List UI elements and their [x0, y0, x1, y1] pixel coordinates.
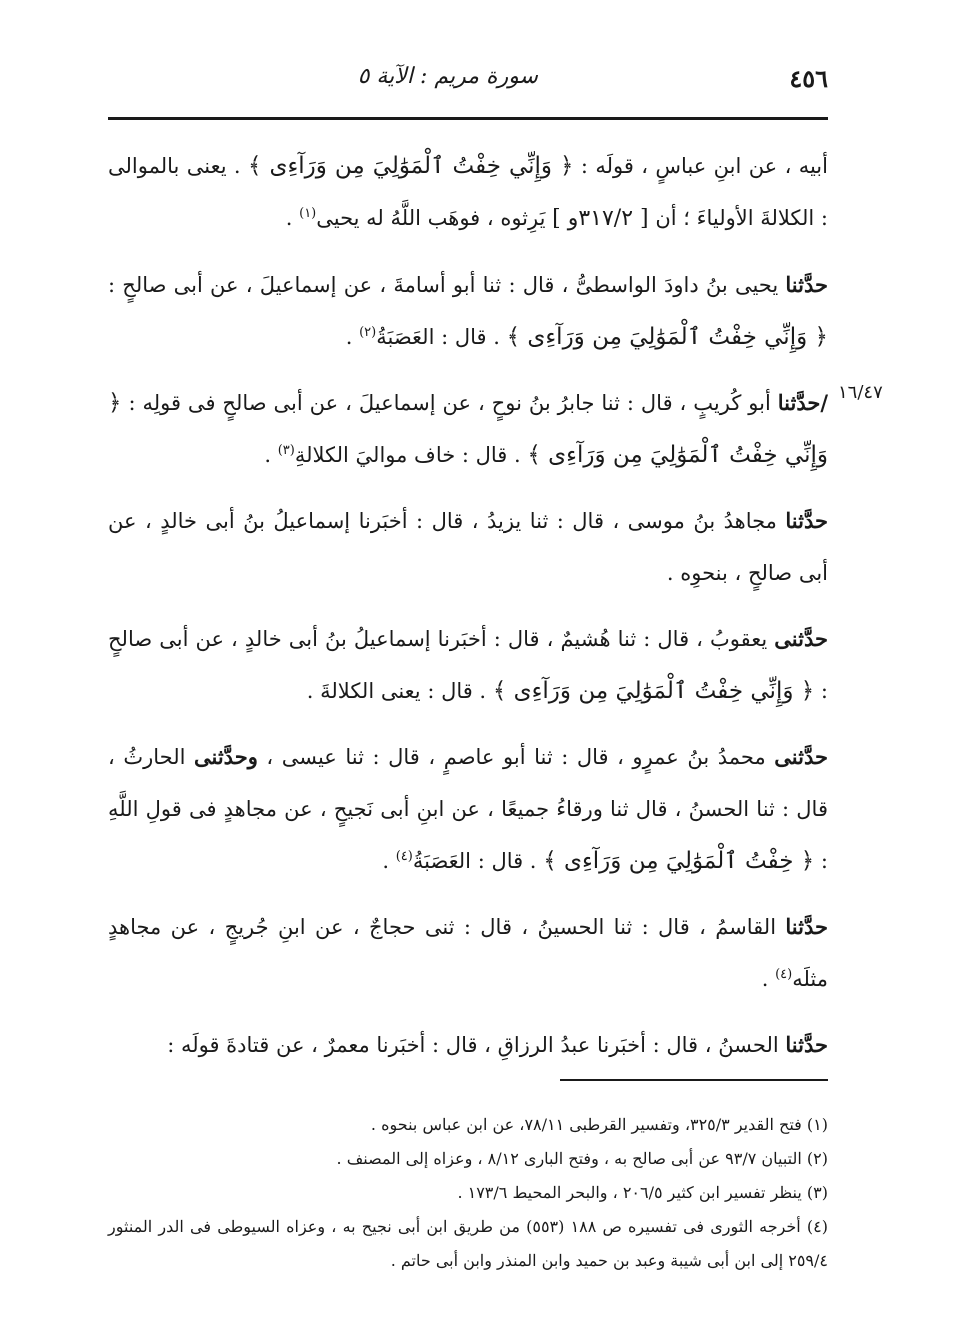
narration-lead: حدَّثنا — [785, 508, 828, 533]
narration-lead: وحدَّثنى — [194, 744, 258, 769]
paragraph-4 — [108, 495, 828, 599]
narration-lead: حدَّثنى — [774, 744, 828, 769]
text: . — [345, 325, 360, 349]
text: . قال : يعنى الكلالةَ . — [306, 679, 487, 703]
text: . — [285, 206, 300, 230]
manuscript-reference: [ ٣١٧/٢و ] — [552, 206, 649, 231]
text: أبيه ، عن ابنِ عباسٍ ، قولَه : — [580, 154, 828, 178]
paragraph-6 — [108, 731, 828, 887]
footnote-divider — [560, 1079, 828, 1081]
footnote-2: (٢) التبيان ٩٣/٧ عن أبى صالح به ، وفتح البارى ٨/١٢ ، وعزاه إلى المصنف . — [336, 1149, 828, 1168]
text: الحارثُ ، قال : ثنا الحسنُ ، قال ثنا ورقاءُ جميعًا ، عن ابنِ أبى نَجيحٍ ، عن مجاهدٍ فى قولِ اللَّهِ : — [108, 745, 828, 873]
header-divider — [108, 117, 828, 120]
narration-lead: /حدَّثنا — [777, 390, 829, 415]
page-header — [108, 58, 828, 108]
text: مجاهدُ بنُ موسى ، قال : ثنا يزيدُ ، قال : أخبَرنا إسماعيلُ بنُ أبى خالدٍ ، عن أبى صالحٍ ، بنحوِه . — [108, 509, 828, 585]
quran-verse: ﴿ وَإِنِّي خِفْتُ ٱلْمَوَٰلِيَ مِن وَرَآءِى ﴾ — [492, 678, 815, 704]
text: . قال : العَصَبَةُ — [376, 325, 500, 349]
text: . قال : خاف مواليَ الكلالةِ — [294, 443, 521, 467]
text: . قال : العَصَبَةُ — [412, 849, 537, 873]
footnote-4: (٤) أخرجه الثورى فى تفسيره ص ١٨٨ (٥٥٣) من طريق ابن أبى نجيح به ، وعزاه السيوطى فى الدر المنثور ٢٥٩/٤ إلى ابن أبى شيبة وعبد بن حميد وابن المنذر وابن أبى حاتم . — [108, 1217, 829, 1270]
footnote-marker: (٤) — [395, 849, 413, 864]
text: . — [761, 967, 776, 991]
quran-verse: ﴿ وَإِنِّي خِفْتُ ٱلْمَوَٰلِيَ مِن وَرَآءِى ﴾ — [506, 324, 828, 350]
text: . — [264, 443, 278, 467]
narration-lead: حدَّثنا — [785, 1032, 828, 1057]
footnote-marker: (٤) — [775, 967, 793, 982]
narration-lead: حدَّثنا — [785, 272, 828, 297]
footnote-1: (١) فتح القدير ٣٢٥/٣، وتفسير القرطبى ٧٨/١١، عن ابن عباس بنحوه . — [370, 1115, 828, 1134]
text: . يعنى بالموالى : الكلالةَ الأولياءَ ؛ أن — [108, 154, 828, 230]
narration-lead: حدَّثنى — [774, 626, 828, 651]
text: الحسنُ ، قال : أخبَرنا عبدُ الرزاقِ ، قال : أخبَرنا معمرٌ ، عن قتادةَ قولَه : — [167, 1033, 779, 1057]
footnote-marker: (٣) — [277, 443, 295, 458]
text: القاسمُ ، قال : ثنا الحسينُ ، قال : ثنى حجاجٌ ، عن ابنِ جُريجٍ ، عن مجاهدٍ مثلَه — [108, 915, 828, 991]
paragraph-1 — [108, 140, 828, 245]
margin-reference: ١٦/٤٧ — [838, 382, 883, 403]
quran-verse: ﴿ خِفْتُ ٱلْمَوَٰلِيَ مِن وَرَآءِى ﴾ — [543, 848, 815, 874]
narration-lead: حدَّثنا — [785, 914, 828, 939]
paragraph-8 — [108, 1019, 828, 1071]
text: أبو كُريبٍ ، قال : ثنا جابرُ بنُ نوحٍ ، عن إسماعيلَ ، عن أبى صالحٍ فى قولِه : — [128, 391, 771, 415]
text: يعقوبُ ، قال : ثنا هُشيمٌ ، قال : أخبَرنا إسماعيلُ بنُ أبى خالدٍ ، عن أبى صالحٍ : — [108, 627, 828, 703]
text: يحيى بنُ داودَ الواسطىُّ ، قال : ثنا أبو أسامةَ ، عن إسماعيلَ ، عن أبى صالحٍ : — [108, 273, 779, 297]
paragraph-2 — [108, 259, 828, 363]
surah-title: سورة مريم : الآية ٥ — [357, 64, 538, 89]
page-number: ٤٥٦ — [789, 64, 828, 93]
footnotes — [108, 1108, 828, 1278]
main-text — [108, 140, 828, 1085]
footnote-marker: (٢) — [359, 325, 377, 340]
text: . — [382, 849, 396, 873]
quran-verse: ﴿ وَإِنِّي خِفْتُ ٱلْمَوَٰلِيَ مِن وَرَآءِى ﴾ — [247, 153, 574, 179]
footnote-3: (٣) ينظر تفسير ابن كثير ٢٠٦/٥ ، والبحر المحيط ١٧٣/٦ . — [457, 1183, 828, 1202]
paragraph-5 — [108, 613, 828, 717]
footnote-marker: (١) — [299, 206, 317, 221]
paragraph-3 — [108, 377, 828, 481]
text: محمدُ بنُ عمرٍو ، قال : ثنا أبو عاصمٍ ، قال : ثنا عيسى ، — [266, 745, 766, 769]
quran-verse: ﴿ وَإِنِّي خِفْتُ ٱلْمَوَٰلِيَ مِن وَرَآءِى ﴾ — [108, 390, 828, 468]
paragraph-7 — [108, 901, 828, 1005]
text: يَرِثوه ، فوهَب اللَّهُ له يحيى — [316, 206, 546, 230]
